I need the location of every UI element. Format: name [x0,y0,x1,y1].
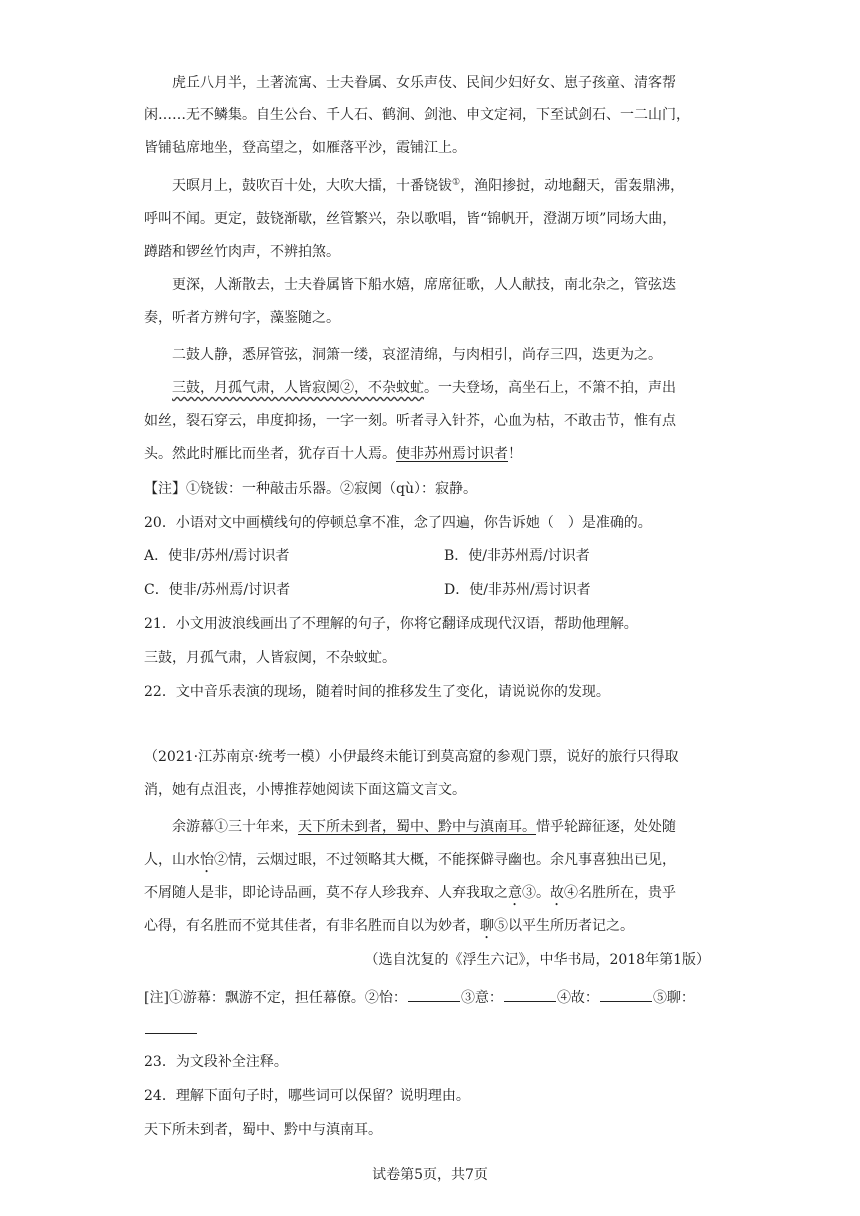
underlined-sentence: 使非苏州焉讨识者 [396,446,508,462]
p2-text-line-4: 心得，有名胜而不觉其佳者，有非名胜而自以为妙者，聊⑤以平生所历者记之。 [144,918,634,934]
dotted-word: 故 [550,885,564,901]
option-a[interactable]: A．使非/苏州/焉讨识者 [144,548,290,564]
underlined-sentence-2: 天下所未到者，蜀中、黔中与滇南耳。 [298,819,536,835]
question-24: 24．理解下面句子时，哪些词可以保留？说明理由。 [144,1088,470,1104]
p3-line-1: 更深，人渐散去，士夫眷属皆下船水嬉，席席征歌，人人献技，南北杂之，管弦迭 [172,277,676,293]
answer-blank[interactable] [408,989,460,1002]
p2-text-line-3: 不屑随人是非，即论诗品画，莫不存人珍我弃、人弃我取之意③。故④名胜所在，贵乎 [144,885,676,901]
dotted-word: 意 [508,885,522,901]
dotted-word: 怡 [200,852,214,868]
passage-2-intro-line-1: （2021·江苏南京·统考一模）小伊最终未能订到莫高窟的参观门票，说好的旅行只得取 [144,749,679,765]
p5-line-3: 头。然此时雁比而坐者，犹存百十人焉。使非苏州焉讨识者！ [144,446,522,462]
question-21: 21．小文用波浪线画出了不理解的句子，你将它翻译成现代汉语，帮助他理解。 [144,616,638,632]
note-continuation [144,1020,198,1040]
p1-line-1: 虎丘八月半，土著流寓、士夫眷属、女乐声伎、民间少妇好女、崽子孩童、清客帮 [172,75,676,91]
p2-text-line-1: 余游幕①三十年来，天下所未到者，蜀中、黔中与滇南耳。惜乎轮蹄征逐，处处随 [172,819,676,835]
answer-blank[interactable] [504,989,556,1002]
p1-line-3: 皆铺毡席地坐，登高望之，如雁落平沙，霞铺江上。 [144,140,466,156]
page-footer: 试卷第5页，共7页 [372,1167,488,1183]
p5-line-2: 如丝，裂石穿云，串度抑扬，一字一刻。听者寻入针芥，心血为枯，不敢击节，惟有点 [144,413,676,429]
passage-2-intro-line-2: 消，她有点沮丧，小博推荐她阅读下面这篇文言文。 [144,782,466,798]
p4-line: 二鼓人静，悉屏管弦，洞箫一缕，哀涩清绵，与肉相引，尚存三四，迭更为之。 [172,347,662,363]
p2-text-line-2: 人，山水怡②情，云烟过眼，不过领略其大概，不能探僻寻幽也。余凡事喜独出已见， [144,852,676,868]
dotted-word: 聊 [480,918,494,934]
passage-1-note: 【注】①铙钹：一种敲击乐器。②寂阒（qù）：寂静。 [144,481,477,497]
question-23: 23．为文段补全注释。 [144,1054,288,1070]
p2-line-2: 呼叫不闻。更定，鼓铙渐歇，丝管繁兴，杂以歌唱，皆“锦帆开，澄湖万顷”同场大曲， [144,211,677,227]
option-c[interactable]: C．使非/苏州焉/讨识者 [144,582,291,598]
answer-blank[interactable] [145,1021,197,1034]
p2-line-1: 天暝月上，鼓吹百十处，大吹大擂，十番铙钹①，渔阳掺挝，动地翻天，雷轰鼎沸， [172,177,685,194]
question-24-sentence: 天下所未到者，蜀中、黔中与滇南耳。 [144,1122,382,1138]
question-21-sentence: 三鼓，月孤气肃，人皆寂阒，不杂蚊虻。 [144,650,396,666]
option-b[interactable]: B．使/非苏州焉/讨识者 [444,548,590,564]
passage-2-note: [注]①游幕：飘游不定，担任幕僚。②怡： ③意： ④故： ⑤聊： [144,990,695,1006]
question-22: 22．文中音乐表演的现场，随着时间的推移发生了变化，请说说你的发现。 [144,684,610,700]
p1-line-2: 闲……无不鳞集。自生公台、千人石、鹤涧、剑池、申文定祠，下至试剑石、一二山门， [144,107,690,123]
answer-blank[interactable] [600,989,652,1002]
p5-line-1: 三鼓，月孤气肃，人皆寂阒②，不杂蚊虻。一夫登场，高坐石上，不箫不拍，声出 [172,380,676,396]
question-20: 20．小语对文中画横线句的停顿总拿不准，念了四遍，你告诉她（ ）是准确的。 [144,515,652,531]
source-citation: （选自沈复的《浮生六记》，中华书局，2018年第1版） [364,952,710,968]
footnote-marker: ① [452,177,461,188]
p2-line-3: 蹲踏和锣丝竹肉声，不辨拍煞。 [144,244,340,260]
p3-line-2: 奏，听者方辨句字，藻鉴随之。 [144,310,340,326]
option-d[interactable]: D．使/非苏州/焉讨识者 [444,582,591,598]
wavy-underlined-sentence: 三鼓，月孤气肃，人皆寂阒②，不杂蚊虻 [172,380,424,396]
